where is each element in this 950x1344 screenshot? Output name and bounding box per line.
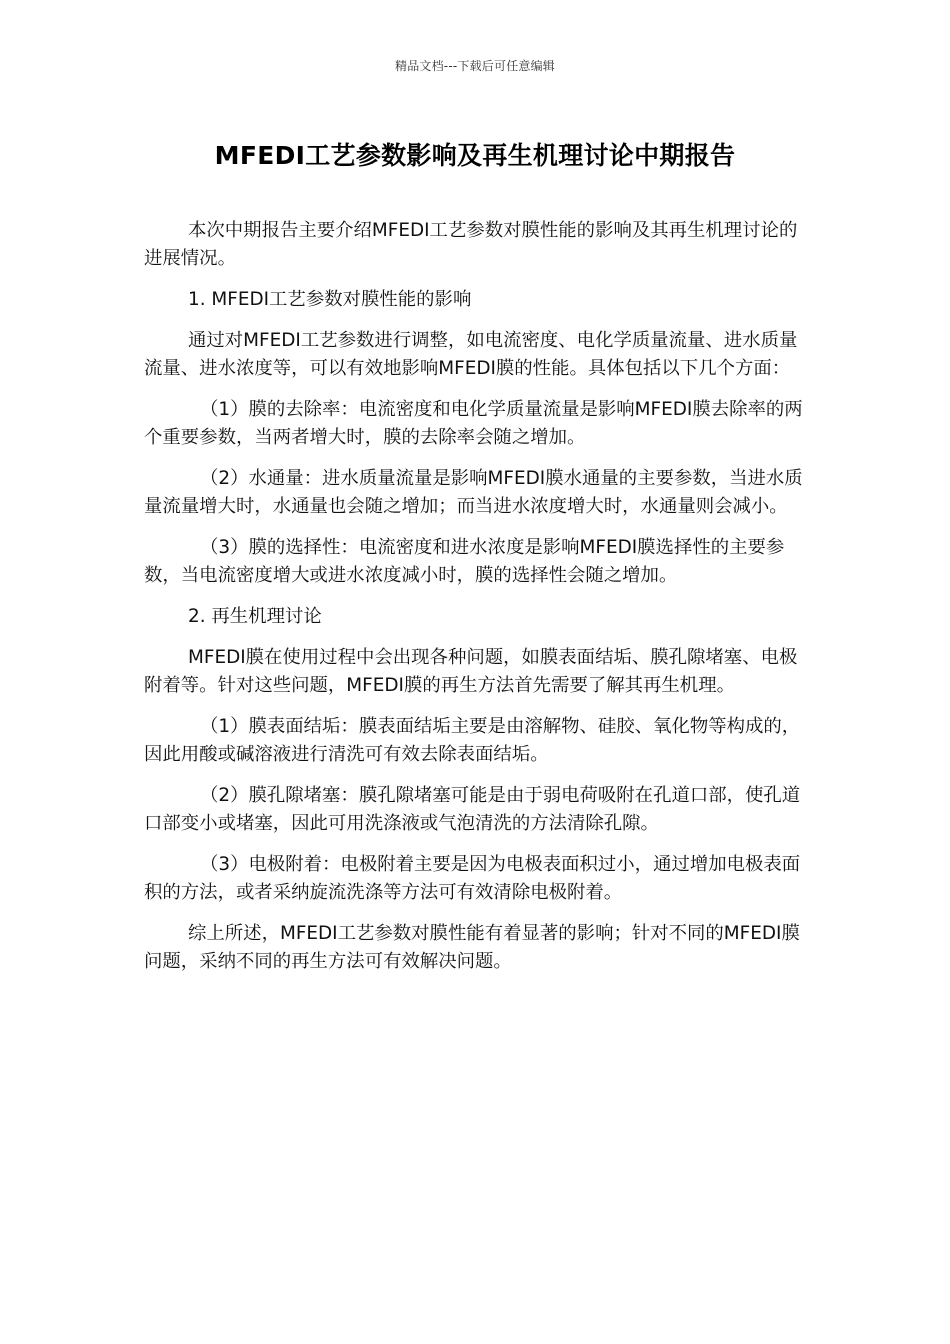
document-title: MFEDI工艺参数影响及再生机理讨论中期报告 bbox=[214, 141, 736, 170]
section-2-item-3: （3）电极附着：电极附着主要是因为电极表面积过小，通过增加电极表面积的方法，或者采纳旋流洗涤等方法可有效清除电极附着。 bbox=[144, 854, 801, 903]
header-note: 精品文档---下载后可任意编辑 bbox=[395, 59, 555, 73]
section-1-item-3: （3）膜的选择性：电流密度和进水浓度是影响MFEDI膜选择性的主要参数，当电流密度增大或进水浓度减小时，膜的选择性会随之增加。 bbox=[144, 537, 785, 586]
document-body bbox=[144, 217, 806, 989]
section-1-paragraph: 通过对MFEDI工艺参数进行调整，如电流密度、电化学质量流量、进水质量流量、进水浓度等，可以有效地影响MFEDI膜的性能。具体包括以下几个方面： bbox=[144, 330, 798, 379]
conclusion-paragraph: 综上所述，MFEDI工艺参数对膜性能有着显著的影响；针对不同的MFEDI膜问题，采纳不同的再生方法可有效解决问题。 bbox=[144, 923, 800, 972]
section-1-item-2: （2）水通量：进水质量流量是影响MFEDI膜水通量的主要参数，当进水质量流量增大时，水通量也会随之增加；而当进水浓度增大时，水通量则会减小。 bbox=[144, 468, 803, 517]
section-heading-2: 2. 再生机理讨论 bbox=[188, 606, 322, 627]
section-1-item-1: （1）膜的去除率：电流密度和电化学质量流量是影响MFEDI膜去除率的两个重要参数，当两者增大时，膜的去除率会随之增加。 bbox=[144, 399, 803, 448]
section-2-item-1: （1）膜表面结垢：膜表面结垢主要是由溶解物、硅胶、氧化物等构成的，因此用酸或碱溶液进行清洗可有效去除表面结垢。 bbox=[144, 716, 801, 765]
section-2-paragraph: MFEDI膜在使用过程中会出现各种问题，如膜表面结垢、膜孔隙堵塞、电极附着等。针对这些问题，MFEDI膜的再生方法首先需要了解其再生机理。 bbox=[144, 647, 798, 696]
section-2-item-2: （2）膜孔隙堵塞：膜孔隙堵塞可能是由于弱电荷吸附在孔道口部，使孔道口部变小或堵塞，因此可用洗涤液或气泡清洗的方法清除孔隙。 bbox=[144, 785, 801, 834]
intro-paragraph: 本次中期报告主要介绍MFEDI工艺参数对膜性能的影响及其再生机理讨论的进展情况。 bbox=[144, 220, 798, 269]
section-heading-1: 1. MFEDI工艺参数对膜性能的影响 bbox=[188, 289, 472, 310]
